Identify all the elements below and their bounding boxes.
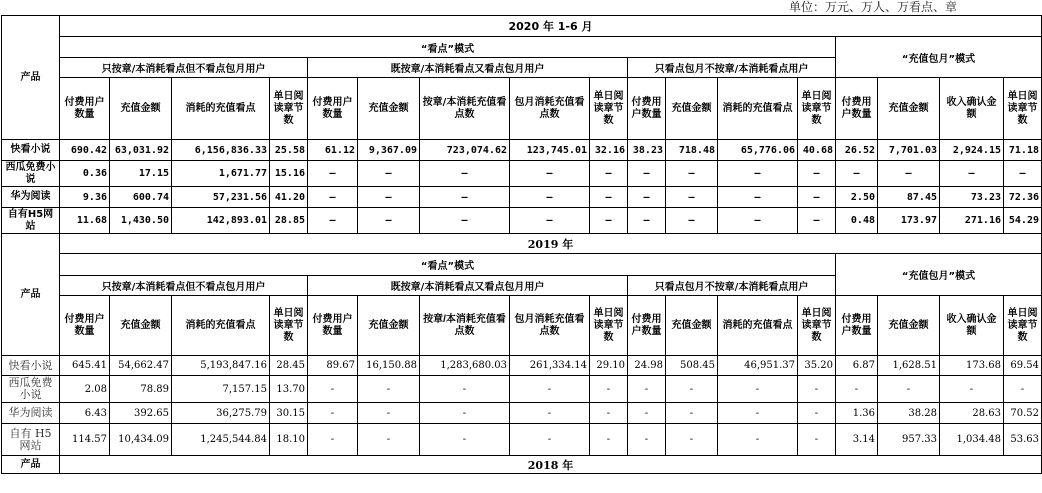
col-monthly-kandian: 包月消耗充值看点数 <box>510 296 590 356</box>
cell: - <box>510 376 590 403</box>
cell: 6,156,836.33 <box>172 140 270 161</box>
cell: - <box>718 403 798 424</box>
group-chapter-and-monthly: 既按章/本消耗看点又看点包月用户 <box>308 276 628 296</box>
cell: – <box>590 161 628 187</box>
cell: 25.58 <box>270 140 308 161</box>
cell: 30.15 <box>270 403 308 424</box>
cell: 5,193,847.16 <box>172 356 270 376</box>
table-row <box>2 403 1042 424</box>
cell: 72.36 <box>1004 187 1042 208</box>
cell: - <box>666 376 718 403</box>
col-paying-users: 付费用户数量 <box>836 78 878 140</box>
product-header: 产品 <box>2 456 60 474</box>
cell: - <box>878 376 940 403</box>
cell: 0.48 <box>836 208 878 234</box>
cell: 28.63 <box>940 403 1004 424</box>
col-consumed-kandian: 消耗的充值看点 <box>718 296 798 356</box>
product-header: 产品 <box>2 234 60 356</box>
cell: – <box>718 161 798 187</box>
col-recharge: 充值金额 <box>358 296 420 356</box>
col-recharge: 充值金额 <box>358 78 420 140</box>
cell: 723,074.62 <box>420 140 510 161</box>
col-recharge: 充值金额 <box>110 296 172 356</box>
table-row <box>2 187 1042 208</box>
cell: 57,231.56 <box>172 187 270 208</box>
cell: 89.67 <box>308 356 358 376</box>
col-consumed-kandian: 消耗的充值看点 <box>172 78 270 140</box>
cell: – <box>798 161 836 187</box>
col-paying-users: 付费用户数量 <box>308 296 358 356</box>
cell: – <box>1004 161 1042 187</box>
cell: 16,150.88 <box>358 356 420 376</box>
col-daily-chapters: 单日阅读章节数 <box>798 296 836 356</box>
group-chapter-only: 只按章/本消耗看点但不看点包月用户 <box>60 276 308 296</box>
cell: – <box>628 187 666 208</box>
product-name: 西瓜免费小说 <box>2 161 60 187</box>
cell: 29.10 <box>590 356 628 376</box>
cell: – <box>718 208 798 234</box>
cell: 15.16 <box>270 161 308 187</box>
col-consumed-kandian: 消耗的充值看点 <box>718 78 798 140</box>
cell: 645.41 <box>60 356 110 376</box>
cell: - <box>798 376 836 403</box>
cell: 46,951.37 <box>718 356 798 376</box>
revenue-table <box>1 15 1042 474</box>
cell: – <box>836 161 878 187</box>
col-paying-users: 付费用户数量 <box>836 296 878 356</box>
cell: - <box>510 424 590 456</box>
cell: 10,434.09 <box>110 424 172 456</box>
cell: 61.12 <box>308 140 358 161</box>
block-2019 <box>2 234 1042 456</box>
cell: – <box>308 208 358 234</box>
cell: 3.14 <box>836 424 878 456</box>
cell: - <box>798 403 836 424</box>
cell: 123,745.01 <box>510 140 590 161</box>
cell: - <box>836 376 878 403</box>
col-recharge: 充值金额 <box>110 78 172 140</box>
col-daily-chapters: 单日阅读章节数 <box>270 296 308 356</box>
cell: – <box>590 208 628 234</box>
col-daily-chapters: 单日阅读章节数 <box>590 296 628 356</box>
cell: 9.36 <box>60 187 110 208</box>
cell: – <box>878 161 940 187</box>
col-paying-users: 付费用户数量 <box>308 78 358 140</box>
cell: - <box>666 403 718 424</box>
cell: 6.87 <box>836 356 878 376</box>
col-consumed-kandian: 消耗的充值看点 <box>172 296 270 356</box>
cell: 28.85 <box>270 208 308 234</box>
col-monthly-kandian: 包月消耗充值看点数 <box>510 78 590 140</box>
cell: 17.15 <box>110 161 172 187</box>
cell: 2.50 <box>836 187 878 208</box>
cell: 26.52 <box>836 140 878 161</box>
cell: 87.45 <box>878 187 940 208</box>
cell: 9,367.09 <box>358 140 420 161</box>
cell: - <box>420 376 510 403</box>
cell: 73.23 <box>940 187 1004 208</box>
group-monthly-only: 只看点包月不按章/本消耗看点用户 <box>628 276 836 296</box>
cell: 2.08 <box>60 376 110 403</box>
cell: - <box>666 424 718 456</box>
cell: 54,662.47 <box>110 356 172 376</box>
cell: – <box>358 161 420 187</box>
cell: – <box>666 161 718 187</box>
cell: 63,031.92 <box>110 140 172 161</box>
cell: 173.68 <box>940 356 1004 376</box>
table-row <box>2 161 1042 187</box>
col-chapter-kandian: 按章/本消耗充值看点数 <box>420 296 510 356</box>
cell: - <box>628 403 666 424</box>
cell: - <box>308 403 358 424</box>
kandian-mode-header: “看点”模式 <box>60 37 836 58</box>
cell: – <box>308 161 358 187</box>
cell: - <box>358 424 420 456</box>
table-row <box>2 424 1042 456</box>
cell: - <box>798 424 836 456</box>
cell: – <box>940 161 1004 187</box>
cell: 54.29 <box>1004 208 1042 234</box>
group-chapter-only: 只按章/本消耗看点但不看点包月用户 <box>60 58 308 78</box>
cell: - <box>510 403 590 424</box>
cell: 114.57 <box>60 424 110 456</box>
cell: 40.68 <box>798 140 836 161</box>
cell: - <box>308 376 358 403</box>
col-chapter-kandian: 按章/本消耗充值看点数 <box>420 78 510 140</box>
col-recharge: 充值金额 <box>666 296 718 356</box>
cell: 7,701.03 <box>878 140 940 161</box>
col-paying-users: 付费用户数量 <box>628 296 666 356</box>
cell: 38.23 <box>628 140 666 161</box>
table-row <box>2 140 1042 161</box>
cell: 718.48 <box>666 140 718 161</box>
cell: - <box>718 424 798 456</box>
product-name: 自有 H5 网站 <box>2 424 60 456</box>
cell: 71.18 <box>1004 140 1042 161</box>
cell: – <box>666 208 718 234</box>
cell: - <box>590 424 628 456</box>
cell: – <box>590 187 628 208</box>
cell: 1,245,544.84 <box>172 424 270 456</box>
cell: – <box>510 161 590 187</box>
cell: 1,034.48 <box>940 424 1004 456</box>
col-daily-chapters: 单日阅读章节数 <box>590 78 628 140</box>
cell: 6.43 <box>60 403 110 424</box>
cell: - <box>590 376 628 403</box>
cell: 18.10 <box>270 424 308 456</box>
group-monthly-only: 只看点包月不按章/本消耗看点用户 <box>628 58 836 78</box>
cell: 78.89 <box>110 376 172 403</box>
monthly-mode-header: “充值包月”模式 <box>836 37 1042 78</box>
cell: – <box>510 208 590 234</box>
table-row <box>2 376 1042 403</box>
cell: - <box>1004 376 1042 403</box>
cell: 600.74 <box>110 187 172 208</box>
cell: – <box>308 187 358 208</box>
product-name: 西瓜免费小说 <box>2 376 60 403</box>
cell: 11.68 <box>60 208 110 234</box>
product-name: 快看小说 <box>2 140 60 161</box>
unit-note: 单位：万元、万人、万看点、章 <box>788 0 957 14</box>
cell: 38.28 <box>878 403 940 424</box>
cell: 261,334.14 <box>510 356 590 376</box>
cell: 0.36 <box>60 161 110 187</box>
cell: 24.98 <box>628 356 666 376</box>
cell: - <box>420 424 510 456</box>
col-daily-chapters: 单日阅读章节数 <box>1004 296 1042 356</box>
cell: – <box>420 187 510 208</box>
product-name: 华为阅读 <box>2 187 60 208</box>
cell: 1,628.51 <box>878 356 940 376</box>
product-name: 自有H5网站 <box>2 208 60 234</box>
kandian-mode-header: “看点”模式 <box>60 254 836 276</box>
period-title-2019: 2019 年 <box>60 234 1042 254</box>
monthly-mode-header: “充值包月”模式 <box>836 254 1042 296</box>
cell: - <box>308 424 358 456</box>
group-chapter-and-monthly: 既按章/本消耗看点又看点包月用户 <box>308 58 628 78</box>
cell: – <box>666 187 718 208</box>
cell: - <box>590 403 628 424</box>
table-row <box>2 208 1042 234</box>
cell: 7,157.15 <box>172 376 270 403</box>
cell: 392.65 <box>110 403 172 424</box>
col-daily-chapters: 单日阅读章节数 <box>270 78 308 140</box>
col-recharge: 充值金额 <box>878 78 940 140</box>
col-paying-users: 付费用户数量 <box>60 296 110 356</box>
cell: 41.20 <box>270 187 308 208</box>
cell: - <box>358 403 420 424</box>
block-2020 <box>2 16 1042 234</box>
cell: 53.63 <box>1004 424 1042 456</box>
cell: 271.16 <box>940 208 1004 234</box>
cell: 2,924.15 <box>940 140 1004 161</box>
block-2018 <box>2 456 1042 474</box>
cell: 1.36 <box>836 403 878 424</box>
cell: – <box>798 208 836 234</box>
cell: 70.52 <box>1004 403 1042 424</box>
product-name: 快看小说 <box>2 356 60 376</box>
col-recharge: 充值金额 <box>666 78 718 140</box>
col-paying-users: 付费用户数量 <box>628 78 666 140</box>
col-revenue: 收入确认金额 <box>940 78 1004 140</box>
period-title-2020: 2020 年 1-6 月 <box>60 16 1042 37</box>
cell: 69.54 <box>1004 356 1042 376</box>
cell: - <box>420 403 510 424</box>
cell: 1,430.50 <box>110 208 172 234</box>
cell: 690.42 <box>60 140 110 161</box>
cell: – <box>420 208 510 234</box>
cell: - <box>718 376 798 403</box>
cell: 13.70 <box>270 376 308 403</box>
product-name: 华为阅读 <box>2 403 60 424</box>
cell: - <box>940 376 1004 403</box>
cell: 1,671.77 <box>172 161 270 187</box>
cell: – <box>628 208 666 234</box>
cell: – <box>510 187 590 208</box>
cell: 28.45 <box>270 356 308 376</box>
cell: – <box>420 161 510 187</box>
cell: – <box>798 187 836 208</box>
col-paying-users: 付费用户数量 <box>60 78 110 140</box>
cell: 65,776.06 <box>718 140 798 161</box>
cell: 32.16 <box>590 140 628 161</box>
col-revenue: 收入确认金额 <box>940 296 1004 356</box>
cell: 1,283,680.03 <box>420 356 510 376</box>
cell: 142,893.01 <box>172 208 270 234</box>
cell: – <box>718 187 798 208</box>
cell: – <box>628 161 666 187</box>
col-daily-chapters: 单日阅读章节数 <box>1004 78 1042 140</box>
cell: 508.45 <box>666 356 718 376</box>
cell: 36,275.79 <box>172 403 270 424</box>
table-row <box>2 356 1042 376</box>
cell: - <box>358 376 420 403</box>
col-recharge: 充值金额 <box>878 296 940 356</box>
cell: – <box>358 208 420 234</box>
cell: - <box>628 424 666 456</box>
cell: - <box>628 376 666 403</box>
col-daily-chapters: 单日阅读章节数 <box>798 78 836 140</box>
cell: 173.97 <box>878 208 940 234</box>
cell: 957.33 <box>878 424 940 456</box>
period-title-2018: 2018 年 <box>60 456 1042 474</box>
cell: – <box>358 187 420 208</box>
cell: 35.20 <box>798 356 836 376</box>
product-header: 产品 <box>2 16 60 140</box>
